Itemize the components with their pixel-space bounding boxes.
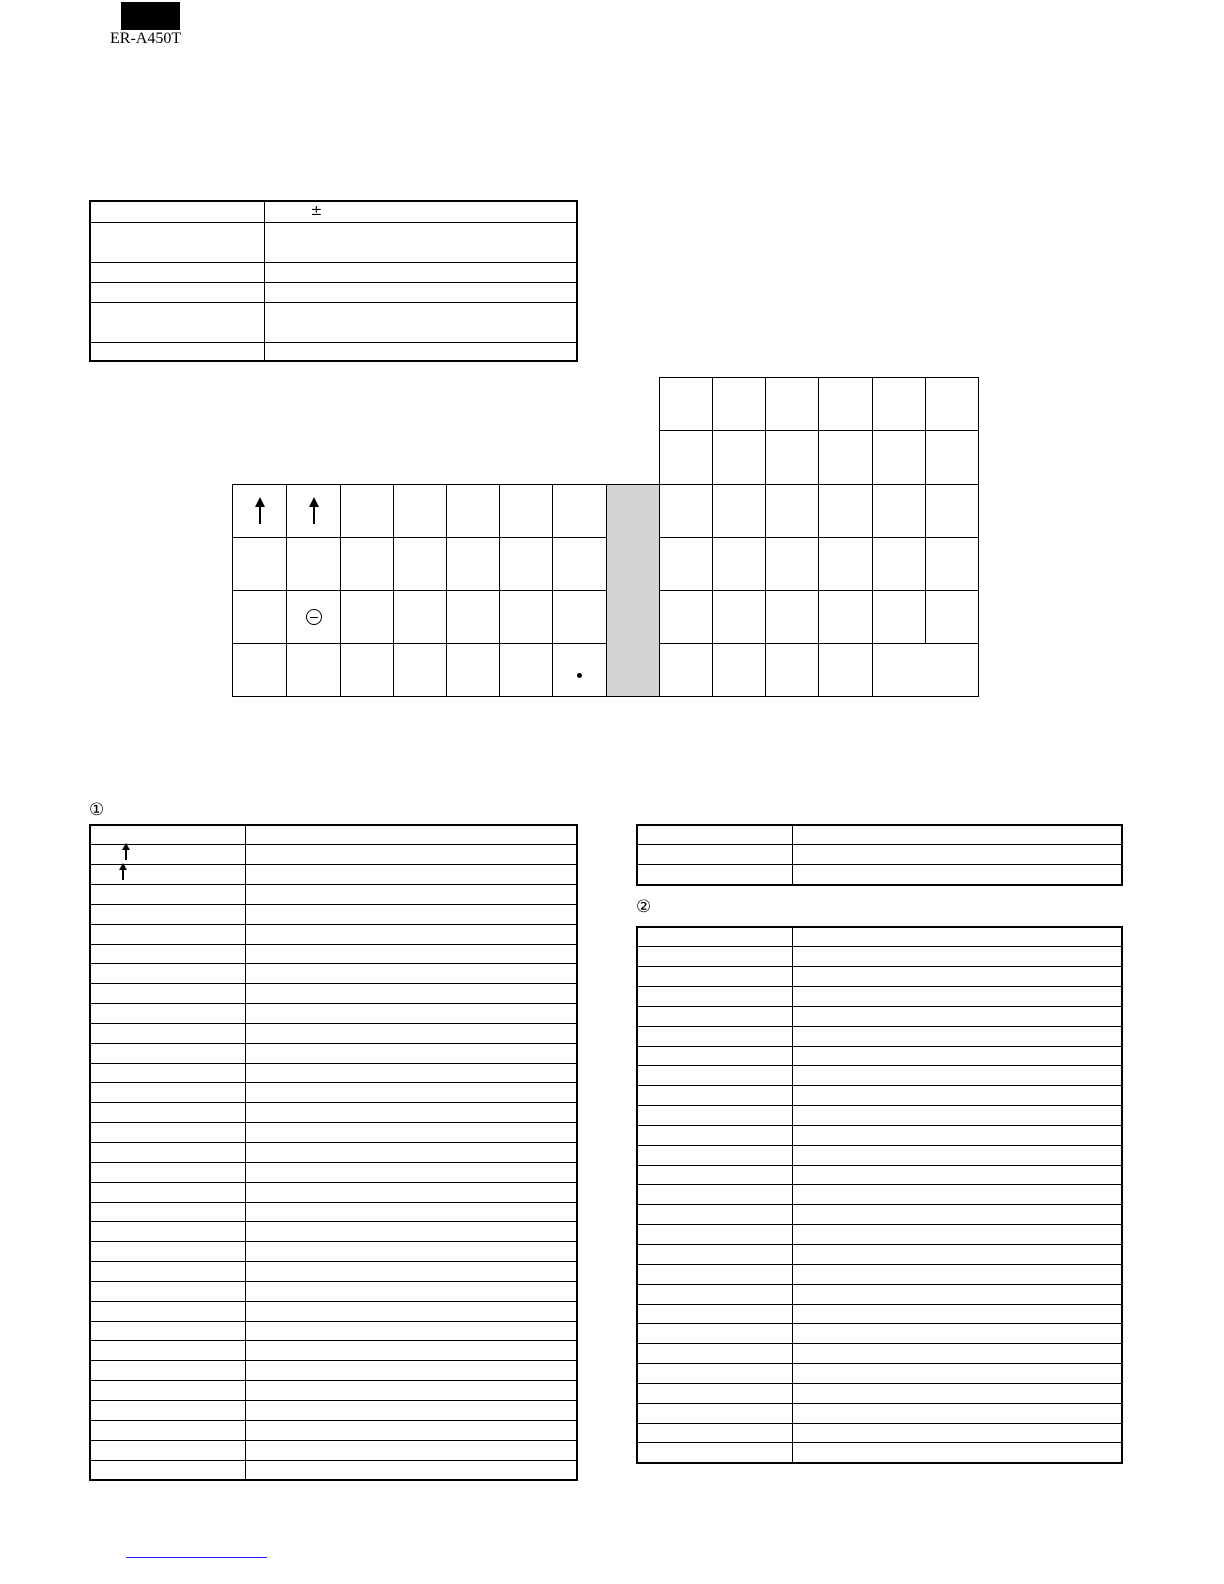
table-row <box>90 1123 577 1143</box>
description-cell <box>245 845 577 865</box>
table-row <box>90 865 577 885</box>
table-row <box>90 1460 577 1480</box>
keyboard-key <box>659 537 713 591</box>
bottom-link-underline <box>126 1557 267 1558</box>
description-cell <box>792 1284 1122 1304</box>
key-name-cell <box>637 1423 792 1443</box>
table-row <box>637 1324 1122 1344</box>
description-cell <box>245 1341 577 1361</box>
keyboard-key <box>712 537 766 591</box>
key-list-table-2a <box>636 824 1123 886</box>
dot-icon <box>577 673 582 678</box>
keyboard-key <box>286 537 341 591</box>
key-name-cell <box>90 1321 245 1341</box>
key-name-cell <box>90 1043 245 1063</box>
table-row <box>90 845 577 865</box>
keyboard-key <box>446 590 500 644</box>
keyboard-key <box>340 643 394 697</box>
key-name-cell <box>90 904 245 924</box>
description-cell <box>792 1324 1122 1344</box>
key-name-cell <box>90 1023 245 1043</box>
keyboard-key <box>765 537 819 591</box>
keyboard-key <box>765 590 819 644</box>
table-row <box>90 1063 577 1083</box>
keyboard-key <box>818 590 873 644</box>
table-row <box>90 1400 577 1420</box>
key-name-cell <box>90 825 245 845</box>
keyboard-key <box>659 590 713 644</box>
table-row <box>637 967 1122 987</box>
key-name-cell <box>90 984 245 1004</box>
keyboard-key <box>393 484 447 538</box>
description-cell <box>792 1106 1122 1126</box>
table-row <box>90 1103 577 1123</box>
table-row <box>637 947 1122 967</box>
keyboard-key <box>765 430 819 485</box>
table-row <box>637 1245 1122 1265</box>
key-name-cell <box>90 1262 245 1282</box>
table-row <box>90 1222 577 1242</box>
description-cell <box>792 825 1122 845</box>
description-cell <box>792 1443 1122 1463</box>
key-name-cell <box>90 1103 245 1123</box>
keyboard-key <box>659 643 713 697</box>
keyboard-key <box>552 643 607 697</box>
keyboard-key <box>552 590 607 644</box>
table-row <box>90 1440 577 1460</box>
keyboard-key <box>393 643 447 697</box>
keyboard-key <box>712 430 766 485</box>
key-name-cell <box>637 1026 792 1046</box>
table-row <box>90 1182 577 1202</box>
key-name-cell <box>637 1443 792 1463</box>
key-name-cell <box>637 1145 792 1165</box>
table-row <box>637 1443 1122 1463</box>
up-arrow-icon <box>313 506 315 524</box>
keyboard-key <box>712 590 766 644</box>
key-name-cell <box>90 1182 245 1202</box>
table-row <box>637 825 1122 845</box>
description-cell <box>245 1460 577 1480</box>
table-row <box>637 1026 1122 1046</box>
keyboard-key <box>765 643 819 697</box>
key-name-cell <box>637 1125 792 1145</box>
description-cell <box>245 1043 577 1063</box>
table-row <box>90 1361 577 1381</box>
table-row <box>90 1341 577 1361</box>
description-cell <box>245 1143 577 1163</box>
table-row <box>90 825 577 845</box>
key-name-cell <box>90 924 245 944</box>
description-cell <box>792 845 1122 865</box>
description-cell <box>792 1125 1122 1145</box>
description-cell <box>792 987 1122 1007</box>
key-name-cell <box>637 947 792 967</box>
table-row <box>637 1264 1122 1284</box>
description-cell <box>792 1046 1122 1066</box>
table-row <box>90 944 577 964</box>
table-row <box>637 1125 1122 1145</box>
key-name-cell <box>90 845 245 865</box>
table-row <box>637 1106 1122 1126</box>
keyboard-key <box>232 590 287 644</box>
description-cell <box>792 1423 1122 1443</box>
key-name-cell <box>637 1185 792 1205</box>
description-cell <box>792 1066 1122 1086</box>
table-row <box>90 964 577 984</box>
key-name-cell <box>637 1304 792 1324</box>
table-row <box>90 1262 577 1282</box>
model-name: ER-A450T <box>110 30 182 47</box>
spec-cell <box>264 262 577 282</box>
table-row <box>637 1383 1122 1403</box>
key-name-cell <box>90 865 245 885</box>
table-row <box>637 1403 1122 1423</box>
key-name-cell <box>637 967 792 987</box>
table-row <box>637 987 1122 1007</box>
description-cell <box>245 1182 577 1202</box>
description-cell <box>792 1145 1122 1165</box>
key-name-cell <box>90 964 245 984</box>
spec-cell <box>264 282 577 302</box>
key-name-cell <box>637 1403 792 1423</box>
keyboard-key <box>659 377 713 431</box>
description-cell <box>245 1222 577 1242</box>
description-cell <box>792 947 1122 967</box>
description-cell <box>245 1004 577 1024</box>
key-name-cell <box>637 1364 792 1384</box>
description-cell <box>792 1364 1122 1384</box>
description-cell <box>792 1245 1122 1265</box>
keyboard-key <box>818 377 873 431</box>
key-name-cell <box>90 1063 245 1083</box>
keyboard-key <box>872 484 926 538</box>
keyboard-key <box>712 484 766 538</box>
spec-cell <box>90 262 264 282</box>
keyboard-key <box>925 377 979 431</box>
keyboard-key <box>499 484 553 538</box>
description-cell <box>245 984 577 1004</box>
keyboard-key <box>232 484 287 538</box>
key-name-cell <box>90 1420 245 1440</box>
key-name-cell <box>637 1046 792 1066</box>
key-name-cell <box>637 1264 792 1284</box>
keyboard-key <box>446 643 500 697</box>
table-row <box>637 1225 1122 1245</box>
keyboard-key <box>552 484 607 538</box>
keyboard-key <box>286 590 341 644</box>
key-name-cell <box>637 1086 792 1106</box>
description-cell <box>792 967 1122 987</box>
keyboard-key <box>340 484 394 538</box>
description-cell <box>245 1083 577 1103</box>
key-name-cell <box>637 1205 792 1225</box>
description-cell <box>245 1440 577 1460</box>
description-cell <box>792 865 1122 885</box>
key-name-cell <box>637 1106 792 1126</box>
description-cell <box>245 1103 577 1123</box>
key-name-cell <box>637 987 792 1007</box>
key-name-cell <box>90 1440 245 1460</box>
list1-marker: ① <box>89 800 105 820</box>
key-list-table-1 <box>89 824 578 1481</box>
keyboard-key <box>925 537 979 591</box>
keyboard-key <box>232 537 287 591</box>
description-cell <box>245 885 577 905</box>
spec-cell <box>264 342 577 361</box>
spec-cell <box>90 201 264 222</box>
spec-cell <box>90 282 264 302</box>
table-row <box>90 1043 577 1063</box>
keyboard-key <box>872 537 926 591</box>
spec-cell <box>90 222 264 262</box>
keyboard-key <box>499 643 553 697</box>
key-list-table-2 <box>636 926 1123 1464</box>
description-cell <box>245 904 577 924</box>
description-cell <box>245 1281 577 1301</box>
key-name-cell <box>637 1225 792 1245</box>
table-row <box>637 1304 1122 1324</box>
keyboard-key <box>499 537 553 591</box>
key-name-cell <box>90 1381 245 1401</box>
description-cell <box>245 825 577 845</box>
table-row <box>90 984 577 1004</box>
table-row <box>637 1364 1122 1384</box>
header-tab-block <box>121 2 180 30</box>
table-row <box>90 1202 577 1222</box>
key-name-cell <box>637 927 792 947</box>
description-cell <box>792 1086 1122 1106</box>
key-name-cell <box>90 1400 245 1420</box>
description-cell <box>792 1403 1122 1423</box>
key-name-cell <box>90 944 245 964</box>
key-name-cell <box>90 1301 245 1321</box>
list2-marker: ② <box>636 897 652 917</box>
spec-cell <box>264 222 577 262</box>
keyboard-key <box>446 484 500 538</box>
plus-minus-symbol: ± <box>310 203 323 219</box>
spec-cell <box>90 302 264 342</box>
table-row <box>637 845 1122 865</box>
key-name-cell <box>90 1281 245 1301</box>
description-cell <box>792 1205 1122 1225</box>
description-cell <box>792 1383 1122 1403</box>
description-cell <box>245 1123 577 1143</box>
description-cell <box>792 1026 1122 1046</box>
description-cell <box>792 927 1122 947</box>
key-name-cell <box>637 1284 792 1304</box>
key-name-cell <box>637 865 792 885</box>
table-row <box>637 927 1122 947</box>
description-cell <box>245 1301 577 1321</box>
keyboard-key <box>872 377 926 431</box>
keyboard-key <box>659 484 713 538</box>
table-row <box>637 1185 1122 1205</box>
table-row <box>637 865 1122 885</box>
table-row <box>90 1143 577 1163</box>
keyboard-key <box>286 643 341 697</box>
keyboard-key <box>925 484 979 538</box>
description-cell <box>245 1381 577 1401</box>
table-row <box>637 1145 1122 1165</box>
table-row <box>90 1083 577 1103</box>
keyboard-key <box>818 430 873 485</box>
up-arrow-icon <box>259 506 261 524</box>
table-row <box>637 1344 1122 1364</box>
table-row <box>637 1165 1122 1185</box>
minus-circle-icon <box>306 609 322 625</box>
key-name-cell <box>90 1123 245 1143</box>
keyboard-key <box>818 643 873 697</box>
table-row <box>90 1301 577 1321</box>
keyboard-key <box>340 590 394 644</box>
key-name-cell <box>637 1245 792 1265</box>
table-row <box>90 1023 577 1043</box>
key-name-cell <box>90 1222 245 1242</box>
description-cell <box>245 1321 577 1341</box>
description-cell <box>245 964 577 984</box>
table-row <box>637 1205 1122 1225</box>
keyboard-key <box>446 537 500 591</box>
description-cell <box>245 944 577 964</box>
keyboard-key <box>232 643 287 697</box>
keyboard-key <box>872 590 926 644</box>
key-name-cell <box>90 1202 245 1222</box>
key-name-cell <box>637 1383 792 1403</box>
description-cell <box>792 1225 1122 1245</box>
table-row <box>637 1066 1122 1086</box>
keyboard-key <box>925 590 979 644</box>
table-row <box>90 1242 577 1262</box>
table-row <box>637 1086 1122 1106</box>
keyboard-key <box>286 484 341 538</box>
key-name-cell <box>637 1165 792 1185</box>
keyboard-key-wide <box>872 643 979 697</box>
key-name-cell <box>90 1460 245 1480</box>
keyboard-key <box>552 537 607 591</box>
keyboard-key <box>659 430 713 485</box>
keyboard-key <box>393 590 447 644</box>
keyboard-key <box>925 430 979 485</box>
table-row <box>637 1006 1122 1026</box>
spec-table <box>89 200 578 362</box>
description-cell <box>792 1304 1122 1324</box>
table-row <box>90 1004 577 1024</box>
table-row <box>90 1321 577 1341</box>
description-cell <box>245 924 577 944</box>
table-row <box>90 885 577 905</box>
description-cell <box>245 1202 577 1222</box>
keyboard-key <box>818 484 873 538</box>
key-name-cell <box>637 1344 792 1364</box>
description-cell <box>245 865 577 885</box>
keyboard-key <box>765 377 819 431</box>
keyboard-key <box>818 537 873 591</box>
table-row <box>637 1423 1122 1443</box>
keyboard-key <box>340 537 394 591</box>
description-cell <box>792 1165 1122 1185</box>
table-row <box>90 904 577 924</box>
up-arrow-icon <box>125 849 127 860</box>
description-cell <box>792 1006 1122 1026</box>
description-cell <box>792 1344 1122 1364</box>
description-cell <box>245 1400 577 1420</box>
spec-cell <box>264 302 577 342</box>
key-name-cell <box>90 1083 245 1103</box>
key-name-cell <box>90 1162 245 1182</box>
key-name-cell <box>90 1361 245 1381</box>
description-cell <box>245 1162 577 1182</box>
key-name-cell <box>637 1324 792 1344</box>
keyboard-key <box>499 590 553 644</box>
key-name-cell <box>90 885 245 905</box>
spec-cell <box>264 201 577 222</box>
table-row <box>90 1281 577 1301</box>
key-name-cell <box>90 1004 245 1024</box>
key-name-cell <box>637 1006 792 1026</box>
key-name-cell <box>90 1341 245 1361</box>
keyboard-key <box>712 643 766 697</box>
description-cell <box>245 1023 577 1043</box>
key-name-cell <box>90 1242 245 1262</box>
keyboard-key <box>872 430 926 485</box>
spec-cell <box>90 342 264 361</box>
key-name-cell <box>90 1143 245 1163</box>
description-cell <box>792 1185 1122 1205</box>
key-name-cell <box>637 845 792 865</box>
shaded-key-column <box>606 484 660 697</box>
table-row <box>637 1284 1122 1304</box>
description-cell <box>245 1420 577 1440</box>
key-name-cell <box>637 825 792 845</box>
table-row <box>90 1420 577 1440</box>
keyboard-key <box>765 484 819 538</box>
key-name-cell <box>637 1066 792 1086</box>
table-row <box>90 924 577 944</box>
table-row <box>90 1381 577 1401</box>
table-row <box>637 1046 1122 1066</box>
description-cell <box>245 1361 577 1381</box>
table-row <box>90 1162 577 1182</box>
description-cell <box>245 1242 577 1262</box>
description-cell <box>245 1063 577 1083</box>
description-cell <box>792 1264 1122 1284</box>
keyboard-key <box>712 377 766 431</box>
keyboard-key <box>393 537 447 591</box>
description-cell <box>245 1262 577 1282</box>
up-arrow-icon <box>122 869 124 880</box>
